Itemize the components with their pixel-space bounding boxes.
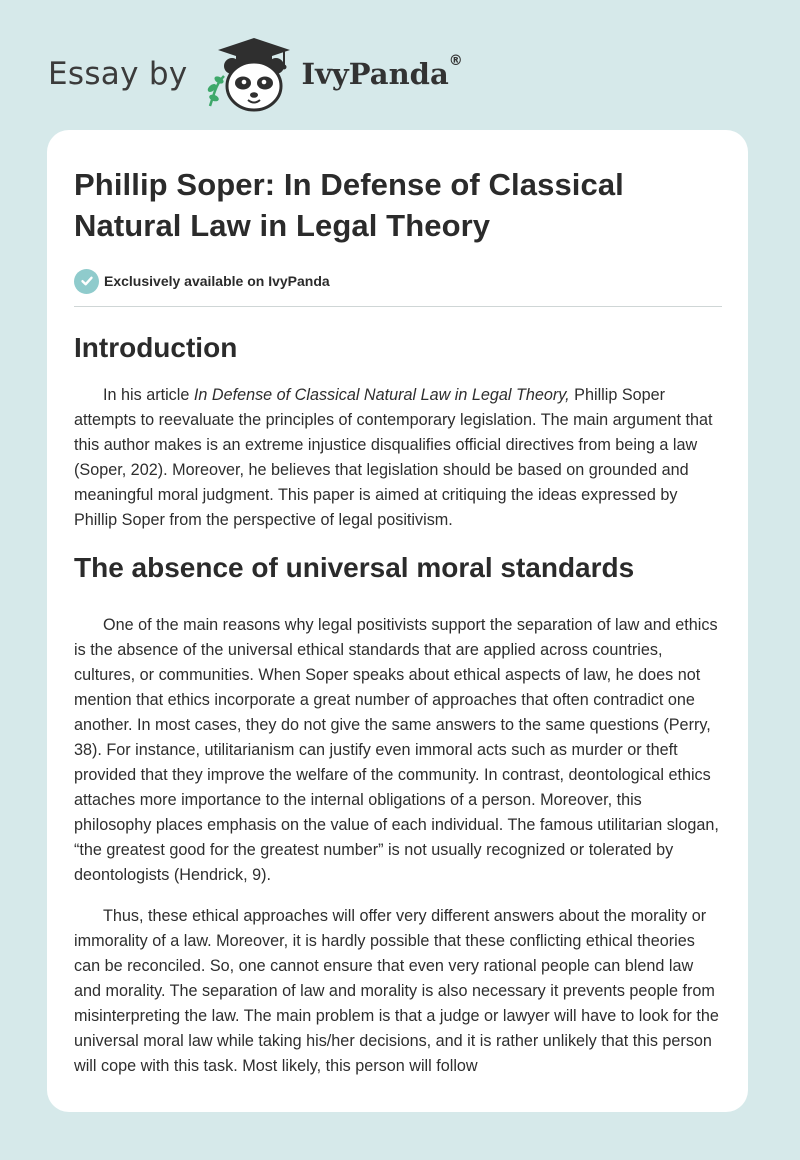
brand-header [48, 36, 463, 112]
paragraph: Thus, these ethical approaches will offer very different answers about the morality or immorality of a law. Moreover, it is hardly possible that these conflicting ethical theories can be reconciled. So, one cannot ensure that even very rational people can blend law and morality. The separation of law and morality is also necessary it prevents people from misinterpreting the law. The main problem is that a judge or lawyer will have to look for the universal moral law while taking his/her decisions, and it is rather unlikely that this person will cope with this task. Most likely, this person will follow [74, 907, 719, 1075]
brand-name: IvyPanda® [301, 53, 463, 91]
essay-content [74, 164, 722, 1079]
essay-card [47, 130, 748, 1112]
section-heading-moral-standards: The absence of universal moral standards [74, 552, 635, 583]
paragraph: One of the main reasons why legal positivists support the separation of law and ethics is the absence of the universal ethical standards that are applied across countries, cultures, or communities. When Soper speaks about ethical aspects of law, he does not mention that ethics incorporate a great number of approaches that often contradict one another. In most cases, they do not give the same answers to the same questions (Perry, 38). For instance, utilitarianism can justify even immoral acts such as murder or theft provided that they improve the welfare of the community. In contrast, deontological ethics attaches more importance to the internal obligations of a person. Moreover, this philosophy places emphasis on the value of each individual. The famous utilitarian slogan, “the greatest good for the greatest number” is not usually recognized or tolerated by deontologists (Hendrick, 9). [74, 616, 719, 884]
brand-prefix: Essay by [48, 56, 188, 92]
exclusive-label: Exclusively available on IvyPanda [104, 273, 330, 289]
essay-title: Phillip Soper: In Defense of Classical Natural Law in Legal Theory [74, 167, 624, 243]
section-heading-introduction: Introduction [74, 332, 238, 363]
exclusive-badge [74, 268, 722, 294]
article-title-citation: In Defense of Classical Natural Law in Legal Theory, [193, 386, 570, 404]
paragraph: In his article In Defense of Classical Natural Law in Legal Theory, Phillip Soper attempts to reevaluate the principles of contemporary legislation. The main argument that this author makes is an extreme injustice disqualifies official directives from being a law (Soper, 202). Moreover, he believes that legislation should be based on grounded and meaningful moral judgment. This paper is aimed at critiquing the ideas expressed by Phillip Soper from the perspective of legal positivism. [74, 386, 713, 529]
divider [74, 306, 722, 307]
panda-logo-icon [202, 36, 294, 112]
check-icon [74, 269, 99, 294]
